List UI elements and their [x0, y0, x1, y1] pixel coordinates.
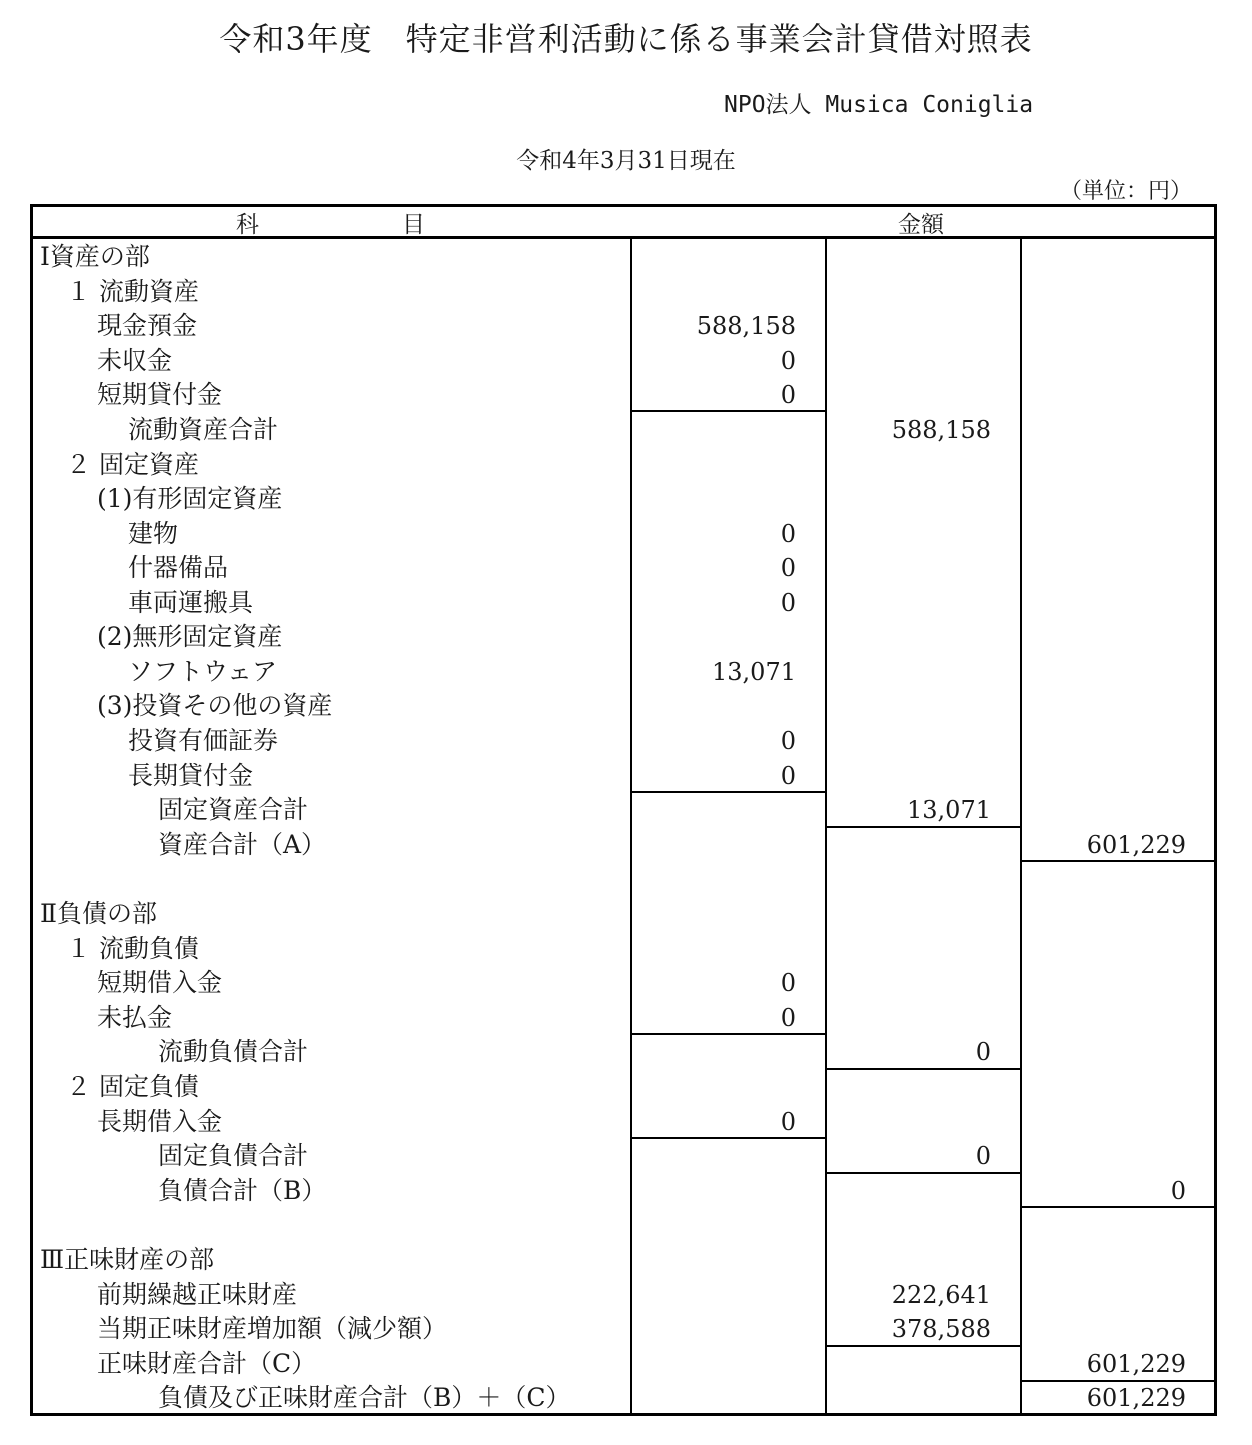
subject-header: 科	[236, 212, 259, 238]
row-label: 現金預金	[97, 311, 198, 340]
row-label: 前期繰越正味財産	[97, 1280, 298, 1309]
page-title: 令和3年度 特定非営利活動に係る事業会計貸借対照表	[219, 20, 1033, 58]
row-value: 0	[780, 727, 796, 755]
section-heading: Ⅲ正味財産の部	[40, 1245, 215, 1274]
section-heading: Ⅱ負債の部	[40, 899, 157, 928]
subtotal-label: 流動負債合計	[158, 1037, 309, 1066]
as-of-date: 令和4年3月31日現在	[516, 148, 736, 174]
row-label: 短期借入金	[97, 968, 223, 997]
row-label: 長期借入金	[97, 1107, 223, 1136]
row-label: ソフトウェア	[128, 657, 278, 686]
row-value: 0	[780, 381, 796, 409]
column-divider-1	[630, 237, 632, 1415]
subtotal-label: 固定負債合計	[158, 1141, 309, 1170]
section-heading: Ⅰ資産の部	[40, 242, 150, 271]
total-value: 601,229	[1086, 831, 1186, 859]
row-value: 0	[780, 554, 796, 582]
subcategory-heading: (1)有形固定資産	[97, 484, 283, 513]
row-value: 0	[780, 969, 796, 997]
row-value: 0	[780, 520, 796, 548]
row-value: 0	[780, 762, 796, 790]
subcategory-heading: (2)無形固定資産	[97, 622, 283, 651]
category-heading: ２ 固定資産	[66, 450, 199, 479]
total-label: 正味財産合計（C）	[97, 1349, 317, 1378]
row-label: 車両運搬具	[128, 588, 254, 617]
amount-header: 金額	[898, 212, 944, 238]
subtotal-value: 0	[975, 1038, 991, 1066]
category-heading: ２ 固定負債	[66, 1072, 199, 1101]
row-label: 建物	[128, 519, 179, 548]
row-label: 長期貸付金	[128, 761, 254, 790]
subtotal-label: 流動資産合計	[128, 415, 279, 444]
header-divider	[30, 236, 1217, 239]
total-value: 0	[1170, 1177, 1186, 1205]
total-label: 資産合計（A）	[158, 830, 327, 859]
subcategory-heading: (3)投資その他の資産	[97, 691, 333, 720]
row-value: 13,071	[712, 658, 796, 686]
total-label: 負債合計（B）	[158, 1176, 327, 1205]
total-value: 601,229	[1086, 1350, 1186, 1378]
row-label: 投資有価証券	[128, 726, 279, 755]
row-value: 0	[780, 589, 796, 617]
row-value: 588,158	[696, 312, 796, 340]
subtotal-value: 13,071	[907, 796, 991, 824]
row-label: 什器備品	[128, 553, 229, 582]
row-value: 0	[780, 347, 796, 375]
row-label: 短期貸付金	[97, 380, 223, 409]
row-label: 未収金	[97, 346, 173, 375]
subtotal-value: 0	[975, 1142, 991, 1170]
row-label: 未払金	[97, 1003, 173, 1032]
row-value: 0	[780, 1004, 796, 1032]
row-value: 222,641	[891, 1281, 991, 1309]
grand-total-value: 601,229	[1086, 1384, 1186, 1412]
subtotal-value: 588,158	[891, 416, 991, 444]
subject-header: 目	[402, 212, 425, 238]
organization-name: NPO法人 Musica Coniglia	[724, 92, 1034, 118]
unit-label: （単位：円）	[1060, 179, 1193, 204]
row-value: 0	[780, 1108, 796, 1136]
row-label: 当期正味財産増加額（減少額）	[97, 1314, 448, 1343]
subtotal-label: 固定資産合計	[158, 795, 309, 824]
grand-total-label: 負債及び正味財産合計（B）＋（C）	[158, 1383, 571, 1412]
row-value: 378,588	[891, 1315, 991, 1343]
category-heading: １ 流動資産	[66, 277, 199, 306]
category-heading: １ 流動負債	[66, 934, 199, 963]
